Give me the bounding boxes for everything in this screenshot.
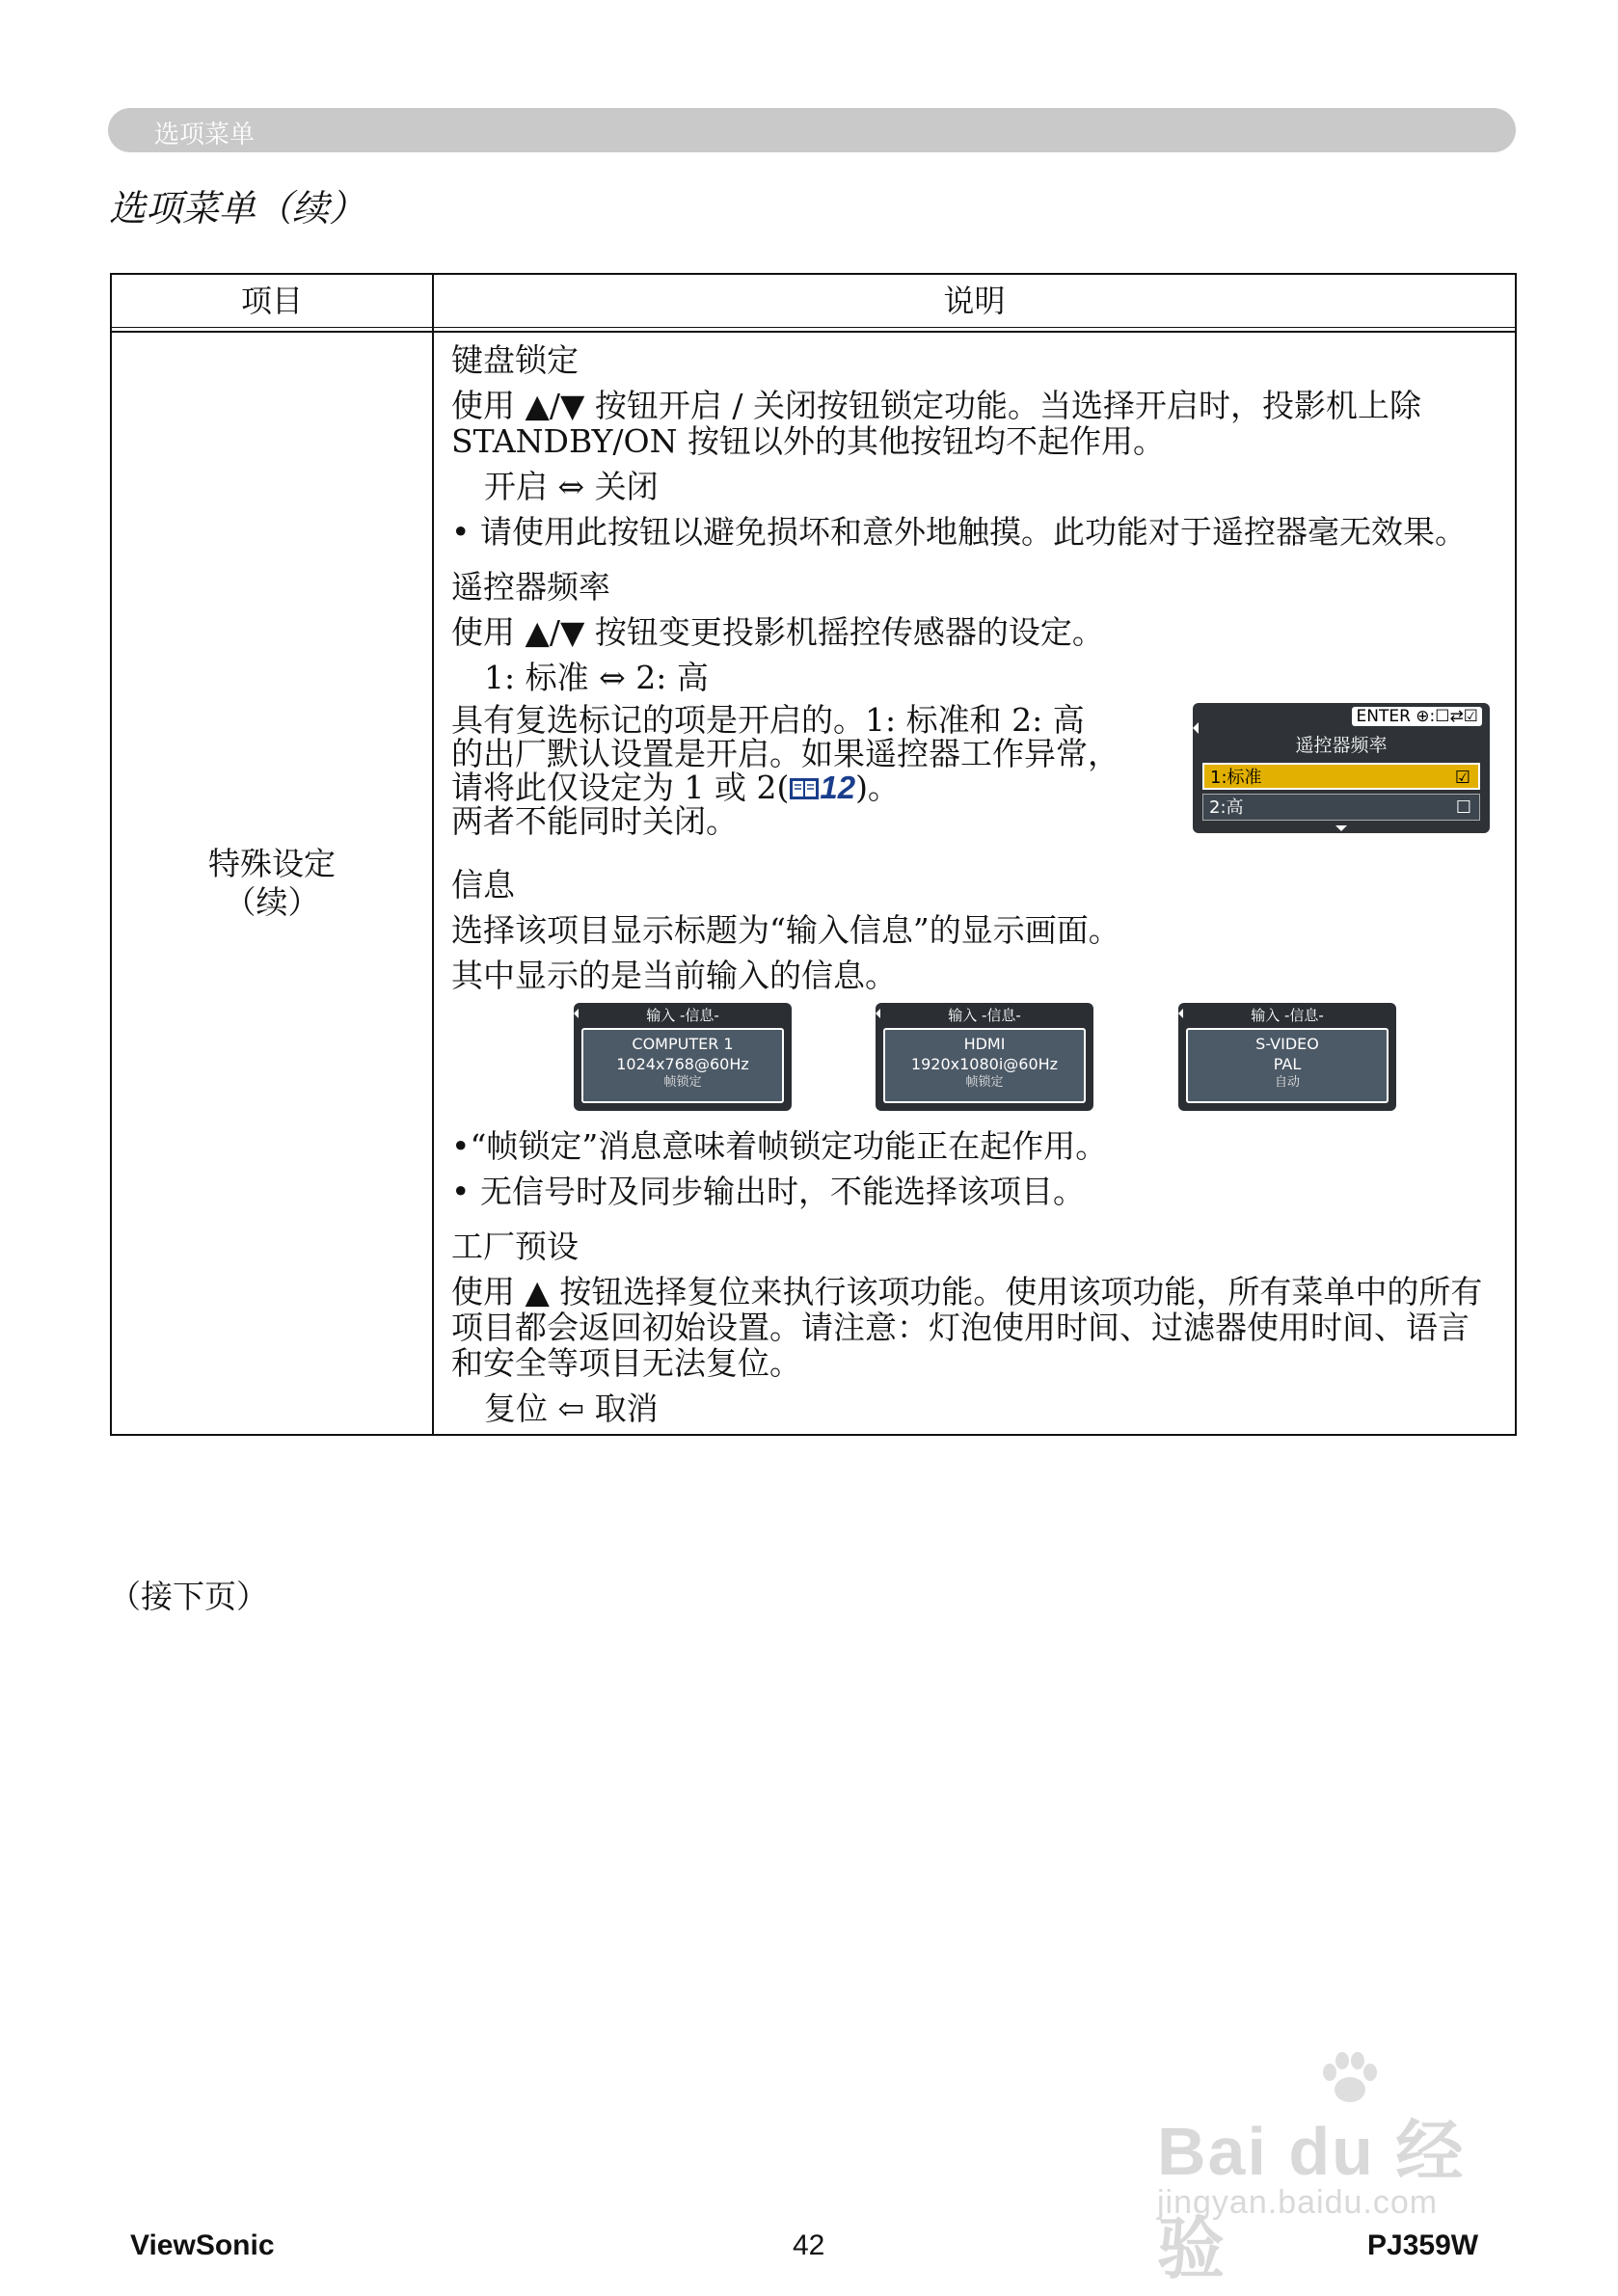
item-name: 特殊设定 [208, 845, 336, 882]
osd-option-standard[interactable]: 1:标准 ☑ [1202, 763, 1480, 790]
factory-reset-desc: 使用 ▲ 按钮选择复位来执行该项功能。使用该项功能，所有菜单中的所有项目都会返回初始设置。请注意：灯泡使用时间、过滤器使用时间、语言和安全等项目无法复位。 [451, 1273, 1483, 1382]
column-header-item: 项目 [111, 274, 433, 332]
enter-hint: ENTER ⊕:☐⇄☑ [1352, 707, 1482, 726]
remote-freq-desc: 使用 ▲/▼ 按钮变更投影机摇控传感器的设定。 [451, 613, 1104, 651]
book-icon [789, 776, 820, 801]
info-note: •“帧锁定”消息意味着帧锁定功能正在起作用。 [451, 1127, 1108, 1165]
info-osd-screen [876, 1003, 1093, 1111]
key-lock-desc: 使用 ▲/▼ 按钮开启 / 关闭按钮锁定功能。当选择开启时，投影机上除 STANDBY/ON 按钮以外的其他按钮均不起作用。 [451, 387, 1421, 460]
remote-freq-osd [1193, 703, 1490, 833]
remote-freq-text-line: 两者不能同时关闭。 [451, 802, 738, 840]
info-osd-screen [574, 1003, 792, 1111]
info-osd-input: S-VIDEO [1255, 1035, 1319, 1053]
page-reference[interactable]: 12 [789, 770, 855, 805]
info-osd-status: 自动 [1274, 1075, 1300, 1090]
remote-freq-text [451, 703, 1146, 838]
info-title: 信息 [451, 866, 515, 904]
info-osd-row [451, 1003, 1497, 1119]
remote-freq-block [451, 703, 1497, 848]
info-osd-signal: 1920x1080i@60Hz [910, 1055, 1059, 1073]
header-bar [108, 108, 1516, 152]
section-title: 选项菜单（续） [109, 187, 366, 230]
info-osd-signal: PAL [1273, 1055, 1302, 1073]
info-desc: 选择该项目显示标题为“输入信息”的显示画面。 [451, 911, 1120, 949]
watermark-url: jingyan.baidu.com [1157, 2184, 1439, 2221]
remote-freq-options: 1: 标准 ⇔ 2: 高 [484, 659, 709, 696]
factory-reset-options: 复位 ⇦ 取消 [484, 1390, 659, 1427]
info-osd-title: 输入 -信息- [948, 1007, 1021, 1024]
remote-freq-text-line: 的出厂默认设置是开启。如果遥控器工作异常， [451, 735, 1119, 772]
footer-model: PJ359W [1367, 2229, 1479, 2261]
item-name-continued: （续） [224, 883, 320, 921]
info-osd-title: 输入 -信息- [646, 1007, 719, 1024]
info-note: • 无信号时及同步输出时，不能选择该项目。 [451, 1173, 1085, 1210]
info-osd-body [1186, 1028, 1389, 1103]
key-lock-options: 开启 ⇔ 关闭 [484, 468, 659, 505]
info-osd-title: 输入 -信息- [1251, 1007, 1324, 1024]
key-lock-note: • 请使用此按钮以避免损坏和意外地触摸。此功能对于遥控器毫无效果。 [451, 513, 1467, 551]
header-bar-label: 选项菜单 [154, 121, 256, 149]
left-arrow-icon [1193, 722, 1199, 734]
remote-freq-title: 遥控器频率 [451, 568, 610, 606]
continued-note: （接下页） [109, 1578, 268, 1615]
checkbox-unchecked-icon: ☐ [1455, 797, 1471, 818]
info-osd-signal: 1024x768@60Hz [616, 1055, 749, 1073]
table-row [111, 332, 1516, 1435]
osd-option-high[interactable]: 2:高 ☐ [1202, 794, 1480, 821]
item-name-cell [111, 332, 433, 1435]
checkbox-checked-icon: ☑ [1454, 768, 1470, 788]
info-osd-input: HDMI [963, 1035, 1006, 1053]
factory-reset-title: 工厂预设 [451, 1228, 579, 1265]
info-osd-status: 帧锁定 [663, 1075, 702, 1090]
info-osd-body [883, 1028, 1086, 1103]
info-osd-status: 帧锁定 [965, 1075, 1004, 1090]
osd-title: 遥控器频率 [1295, 735, 1388, 756]
key-lock-title: 键盘锁定 [451, 341, 579, 379]
table-header-row [111, 274, 1516, 332]
column-header-desc: 说明 [433, 274, 1516, 332]
remote-freq-text-line: 请将此仅设定为 1 或 2( 12)。 [451, 769, 900, 806]
info-osd-body [581, 1028, 784, 1103]
info-osd-screen [1178, 1003, 1396, 1111]
watermark-main: Bai du 经验 [1157, 2114, 1466, 2286]
footer-page-number: 42 [793, 2229, 825, 2261]
options-table [110, 273, 1517, 1436]
remote-freq-text-line: 具有复选标记的项是开启的。1: 标准和 2: 高 [451, 701, 1085, 739]
info-osd-input: COMPUTER 1 [632, 1035, 734, 1053]
down-arrow-icon [1335, 825, 1347, 831]
footer-brand: ViewSonic [130, 2229, 275, 2261]
description-cell [433, 332, 1516, 1435]
info-desc: 其中显示的是当前输入的信息。 [451, 957, 897, 994]
